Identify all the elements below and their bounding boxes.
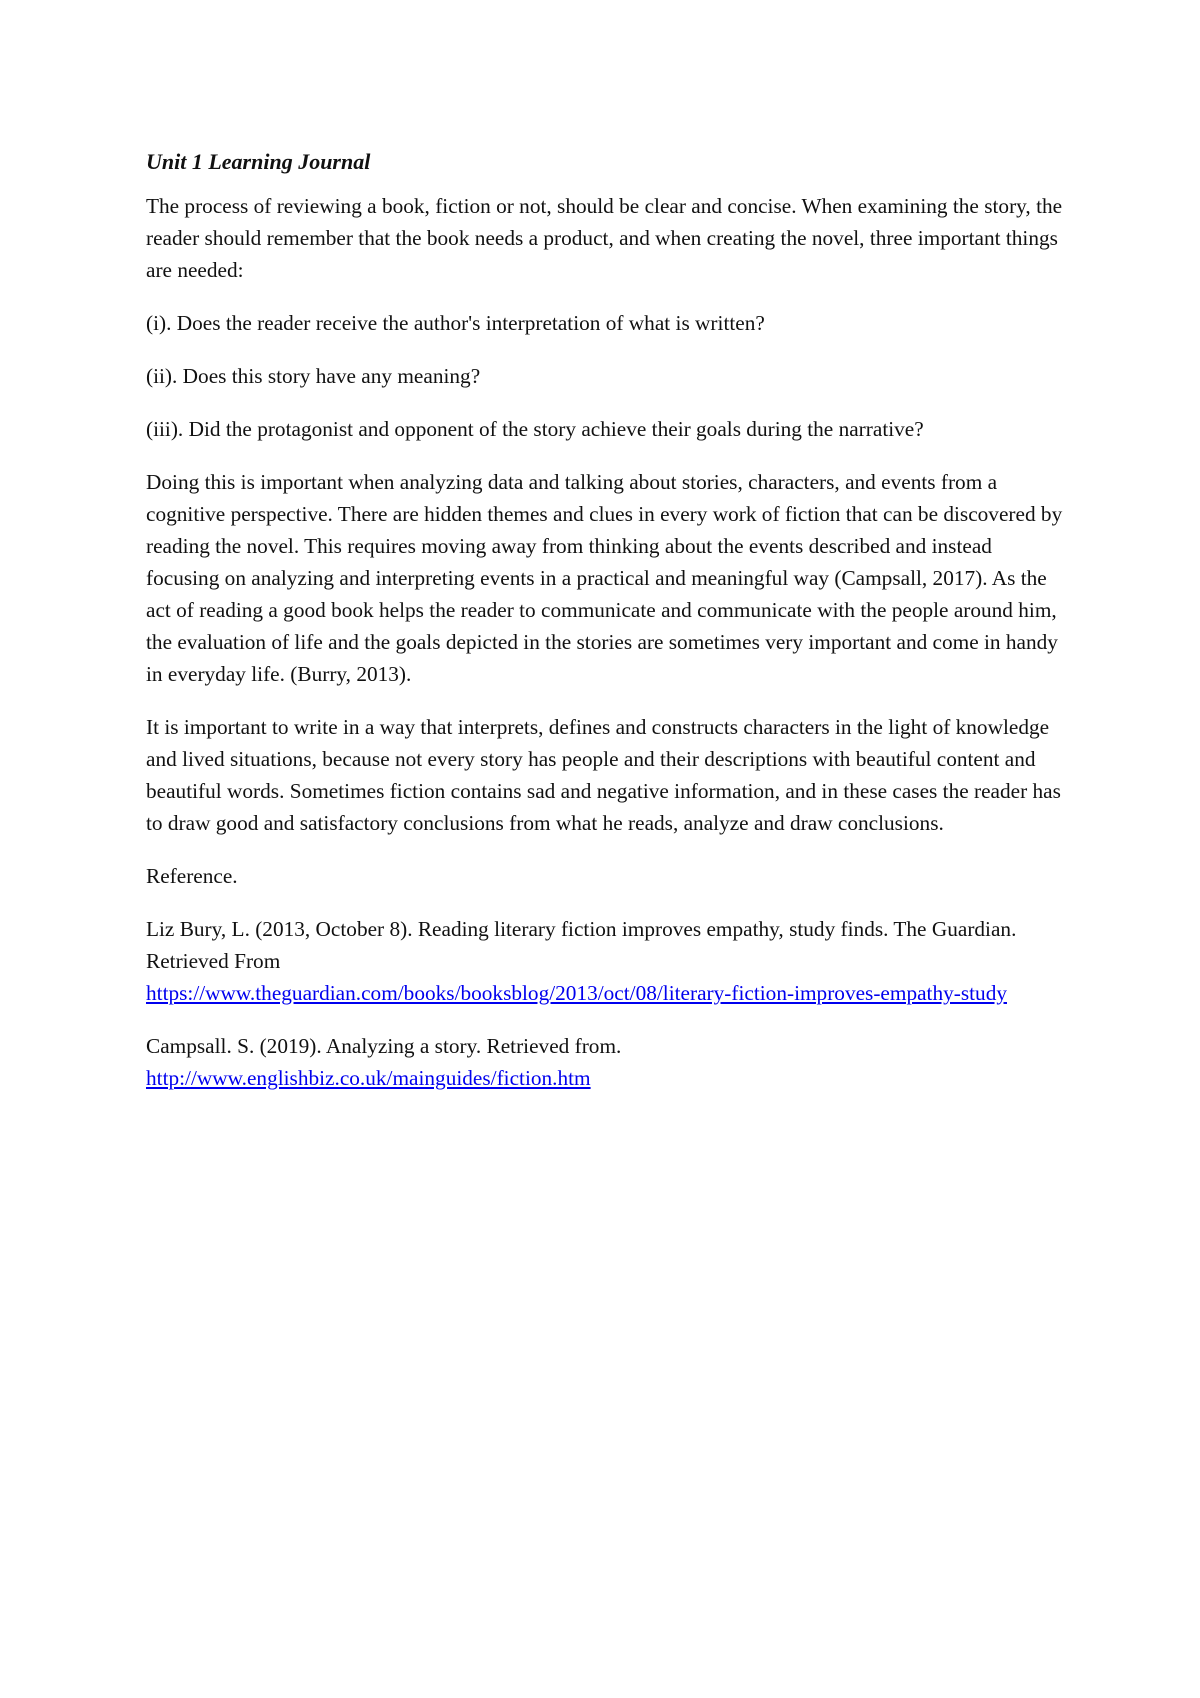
intro-paragraph: The process of reviewing a book, fiction or not, should be clear and concise. When examining the story, the reader should remember that the book needs a product, and when creating the novel, three important things are needed:: [146, 194, 1063, 282]
reference-link[interactable]: https://www.theguardian.com/books/booksblog/2013/oct/08/literary-fiction-improves-empathy-study: [146, 981, 1007, 1005]
question-1: (i). Does the reader receive the author's interpretation of what is written?: [146, 311, 765, 335]
body-paragraph-2: Doing this is important when analyzing data and talking about stories, characters, and events from a cognitive perspective. There are hidden themes and clues in every work of fiction that can be discovered by reading the novel. This requires moving away from thinking about the events described and instead focusing on analyzing and interpreting events in a practical and meaningful way (Campsall, 2017). As the act of reading a good book helps the reader to communicate and communicate with the people around him, the evaluation of life and the goals depicted in the stories are sometimes very important and come in handy in everyday life. (Burry, 2013).: [146, 470, 1063, 686]
reference-heading: Reference.: [146, 864, 238, 888]
reference-text: Campsall. S. (2019). Analyzing a story. Retrieved from.: [146, 1034, 622, 1058]
reference-text: Liz Bury, L. (2013, October 8). Reading literary fiction improves empathy, study finds. The Guardian. Retrieved From: [146, 917, 1017, 973]
question-3: (iii). Did the protagonist and opponent of the story achieve their goals during the narrative?: [146, 417, 924, 441]
reference-item: [146, 1030, 1068, 1094]
question-2: (ii). Does this story have any meaning?: [146, 364, 481, 388]
reference-item: [146, 913, 1068, 1009]
body-paragraph-3: It is important to write in a way that interprets, defines and constructs characters in the light of knowledge and lived situations, because not every story has people and their descriptions with beautiful content and beautiful words. Sometimes fiction contains sad and negative information, and in these cases the reader has to draw good and satisfactory conclusions from what he reads, analyze and draw conclusions.: [146, 715, 1061, 835]
reference-link[interactable]: http://www.englishbiz.co.uk/mainguides/fiction.htm: [146, 1066, 591, 1090]
document-title: Unit 1 Learning Journal: [146, 149, 371, 174]
document-page: [146, 146, 1068, 1115]
